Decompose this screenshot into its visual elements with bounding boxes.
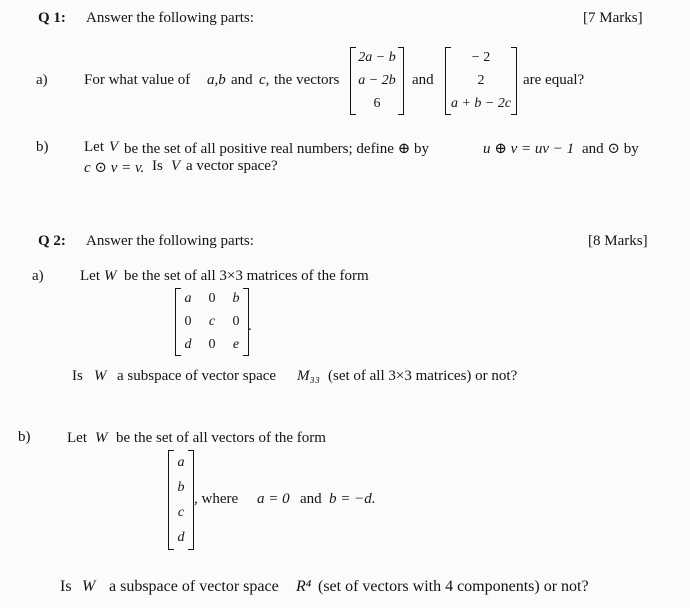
q1a-vec2-entry: − 2 [471, 50, 491, 66]
q1b-text: be the set of all positive real numbers; define ⊕ by [124, 141, 429, 157]
q2a-matrix-cell: 0 [184, 313, 192, 329]
q2a-question: a subspace of vector space [117, 368, 277, 384]
q2a-M33: M₃₃ [297, 368, 320, 384]
q2a-matrix-cell: d [184, 336, 192, 352]
q2a-question-2: (set of all 3×3 matrices) or not? [328, 368, 518, 384]
q2a-W-2: W [94, 368, 107, 384]
q2b-and: and [300, 491, 322, 507]
q1a-suffix: are equal? [523, 72, 585, 88]
q2a-W: W [104, 268, 117, 284]
q2a-matrix-cell: 0 [232, 313, 240, 329]
q2a-text: be the set of all 3×3 matrices of the form [124, 268, 369, 284]
q2b-is: Is [60, 578, 72, 595]
q1a-var-c: c, [259, 72, 270, 88]
q1b-def-plus: u ⊕ v = uv − 1 [483, 141, 575, 157]
q2b-let: Let [67, 430, 87, 446]
q2-title: Answer the following parts: [86, 233, 254, 249]
q1a-and1: and [231, 72, 253, 88]
q1-marks: [7 Marks] [583, 10, 643, 26]
q1b-V: V [109, 139, 119, 155]
q2a-matrix-cell: a [184, 291, 192, 307]
q1a-vec1-entry: a − 2b [358, 72, 396, 88]
q2a-is: Is [72, 368, 83, 384]
q1a-vars: a,b [207, 72, 226, 88]
q2b-W: W [95, 430, 108, 446]
q1-title: Answer the following parts: [86, 10, 254, 26]
q2a-matrix-cell: e [232, 336, 240, 352]
q1a-vec1-entry: 2a − b [358, 50, 396, 66]
q2a-matrix [175, 288, 249, 356]
q2b-label: b) [18, 429, 31, 445]
q1b-text-2: and ⊙ by [582, 141, 639, 157]
q1a-vector-1 [350, 47, 404, 115]
q2b-vector-entry: d [177, 529, 185, 545]
q2b-vector-entry: b [177, 479, 185, 495]
q1b-label: b) [36, 139, 49, 155]
q2b-W-2: W [82, 578, 96, 595]
q1b-question: a vector space? [186, 158, 278, 174]
q2-label: Q 2: [38, 233, 66, 249]
q2b-text: be the set of all vectors of the form [116, 430, 326, 446]
q2b-question: a subspace of vector space [109, 578, 279, 595]
q1b-V-2: V [171, 158, 181, 174]
q2b-where: , where [194, 491, 239, 507]
q2b-question-2: (set of vectors with 4 components) or not? [318, 578, 589, 595]
q2a-matrix-cell: 0 [208, 336, 216, 352]
q1b-is: Is [152, 158, 163, 174]
q2a-let: Let [80, 268, 100, 284]
q2b-vector-entry: a [177, 454, 185, 470]
q2b-cond1: a = 0 [257, 491, 290, 507]
q1a-vec1-entry: 6 [373, 95, 381, 111]
q2a-matrix-cell: 0 [208, 291, 216, 307]
q2b-vector [168, 450, 194, 550]
q2a-matrix-cell: c [208, 313, 216, 329]
q2-marks: [8 Marks] [588, 233, 648, 249]
q1a-and2: and [412, 72, 434, 88]
q2b-vector-entry: c [177, 504, 185, 520]
q1-label: Q 1: [38, 10, 66, 26]
q1b-let: Let [84, 139, 104, 155]
q1a-vector-2 [445, 47, 517, 115]
q1a-mid: the vectors [274, 72, 340, 88]
q2a-label: a) [32, 268, 44, 284]
q1b-def-dot: c ⊙ v = v. [84, 160, 145, 176]
q1a-label: a) [36, 72, 48, 88]
q2b-cond2: b = −d. [329, 491, 376, 507]
q2a-period: . [248, 318, 252, 334]
q2b-R4: R⁴ [296, 578, 312, 595]
q2a-matrix-cell: b [232, 291, 240, 307]
q1a-prefix: For what value of [84, 72, 191, 88]
q1a-vec2-entry: 2 [477, 72, 485, 88]
q1a-vec2-entry: a + b − 2c [450, 95, 512, 111]
